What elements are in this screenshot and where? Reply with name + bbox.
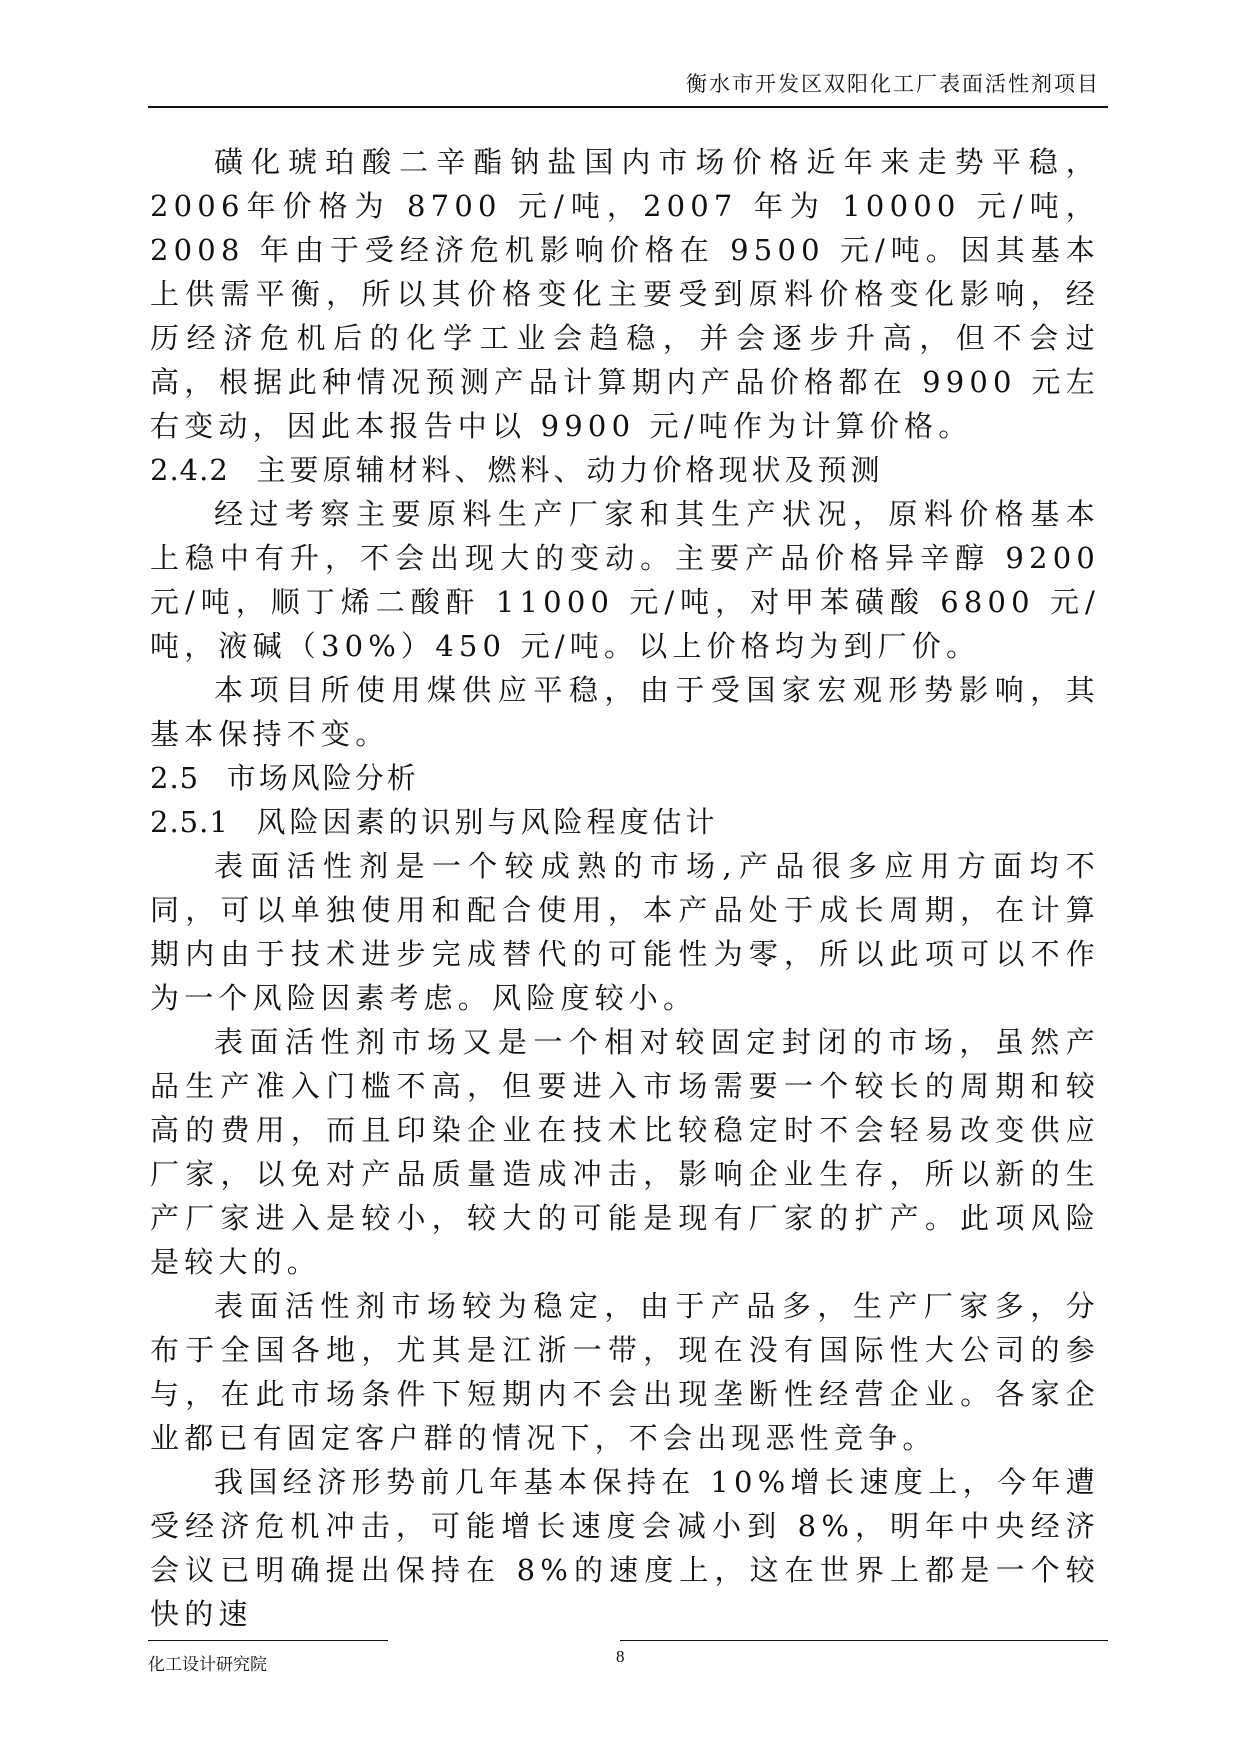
paragraph-raw-material-prices: 经过考察主要原料生产厂家和其生产状况，原料价格基本上稳中有升，不会出现大的变动。主要产品价格异辛醇 9200 元/吨，顺丁烯二酸酐 11000 元/吨，对甲苯磺酸 6800 元/吨，液碱（30%）450 元/吨。以上价格均为到厂价。 (150, 497, 1100, 663)
footer-organization: 化工设计研究院 (148, 1655, 267, 1675)
section-heading-2-4-2 (150, 448, 1100, 492)
section-title: 市场风险分析 (226, 761, 419, 795)
paragraph-mature-market: 表面活性剂是一个较成熟的市场,产品很多应用方面均不同，可以单独使用和配合使用，本产品处于成长周期，在计算期内由于技术进步完成替代的可能性为零，所以此项可以不作为一个风险因素考虑。风险度较小。 (150, 849, 1100, 1015)
paragraph-closed-market: 表面活性剂市场又是一个相对较固定封闭的市场，虽然产品生产准入门槛不高，但要进入市场需要一个较长的周期和较高的费用，而且印染企业在技术比较稳定时不会轻易改变供应厂家，以免对产品质量造成冲击，影响企业生存，所以新的生产厂家进入是较小，较大的可能是现有厂家的扩产。此项风险是较大的。 (150, 1025, 1100, 1279)
paragraph-economic-situation: 我国经济形势前几年基本保持在 10%增长速度上，今年遭受经济危机冲击，可能增长速度会减小到 8%，明年中央经济会议已明确提出保持在 8%的速度上，这在世界上都是一个较快的速 (150, 1465, 1100, 1631)
paragraph-coal-supply: 本项目所使用煤供应平稳，由于受国家宏观形势影响，其基本保持不变。 (150, 673, 1100, 751)
document-body (150, 140, 1100, 1636)
paragraph-stable-market: 表面活性剂市场较为稳定，由于产品多，生产厂家多，分布于全国各地，尤其是江浙一带，现在没有国际性大公司的参与，在此市场条件下短期内不会出现垄断性经营企业。各家企业都已有固定客户群的情况下，不会出现恶性竞争。 (150, 1289, 1100, 1455)
footer-divider (148, 1640, 388, 1641)
section-number: 2.4.2 (150, 453, 229, 487)
page-number: 8 (616, 1647, 625, 1666)
section-number: 2.5 (150, 761, 200, 795)
page-header (148, 60, 1108, 108)
header-title: 衡水市开发区双阳化工厂表面活性剂项目 (686, 72, 1100, 96)
section-number: 2.5.1 (150, 805, 229, 839)
section-title: 主要原辅材料、燃料、动力价格现状及预测 (256, 453, 884, 487)
footer-divider (620, 1640, 1108, 1641)
section-heading-2-5-1 (150, 800, 1100, 844)
paragraph-price-trend: 磺化琥珀酸二辛酯钠盐国内市场价格近年来走势平稳，2006年价格为 8700 元/吨，2007 年为 10000 元/吨，2008 年由于受经济危机影响价格在 9500 元/吨。因其基本上供需平衡，所以其价格变化主要受到原料价格变化影响，经历经济危机后的化学工业会趋稳，并会逐步升高，但不会过高，根据此种情况预测产品计算期内产品价格都在 9900 元左右变动，因此本报告中以 9900 元/吨作为计算价格。 (150, 145, 1100, 443)
section-title: 风险因素的识别与风险程度估计 (256, 805, 719, 839)
section-heading-2-5 (150, 756, 1100, 800)
page-footer (148, 1640, 1108, 1680)
